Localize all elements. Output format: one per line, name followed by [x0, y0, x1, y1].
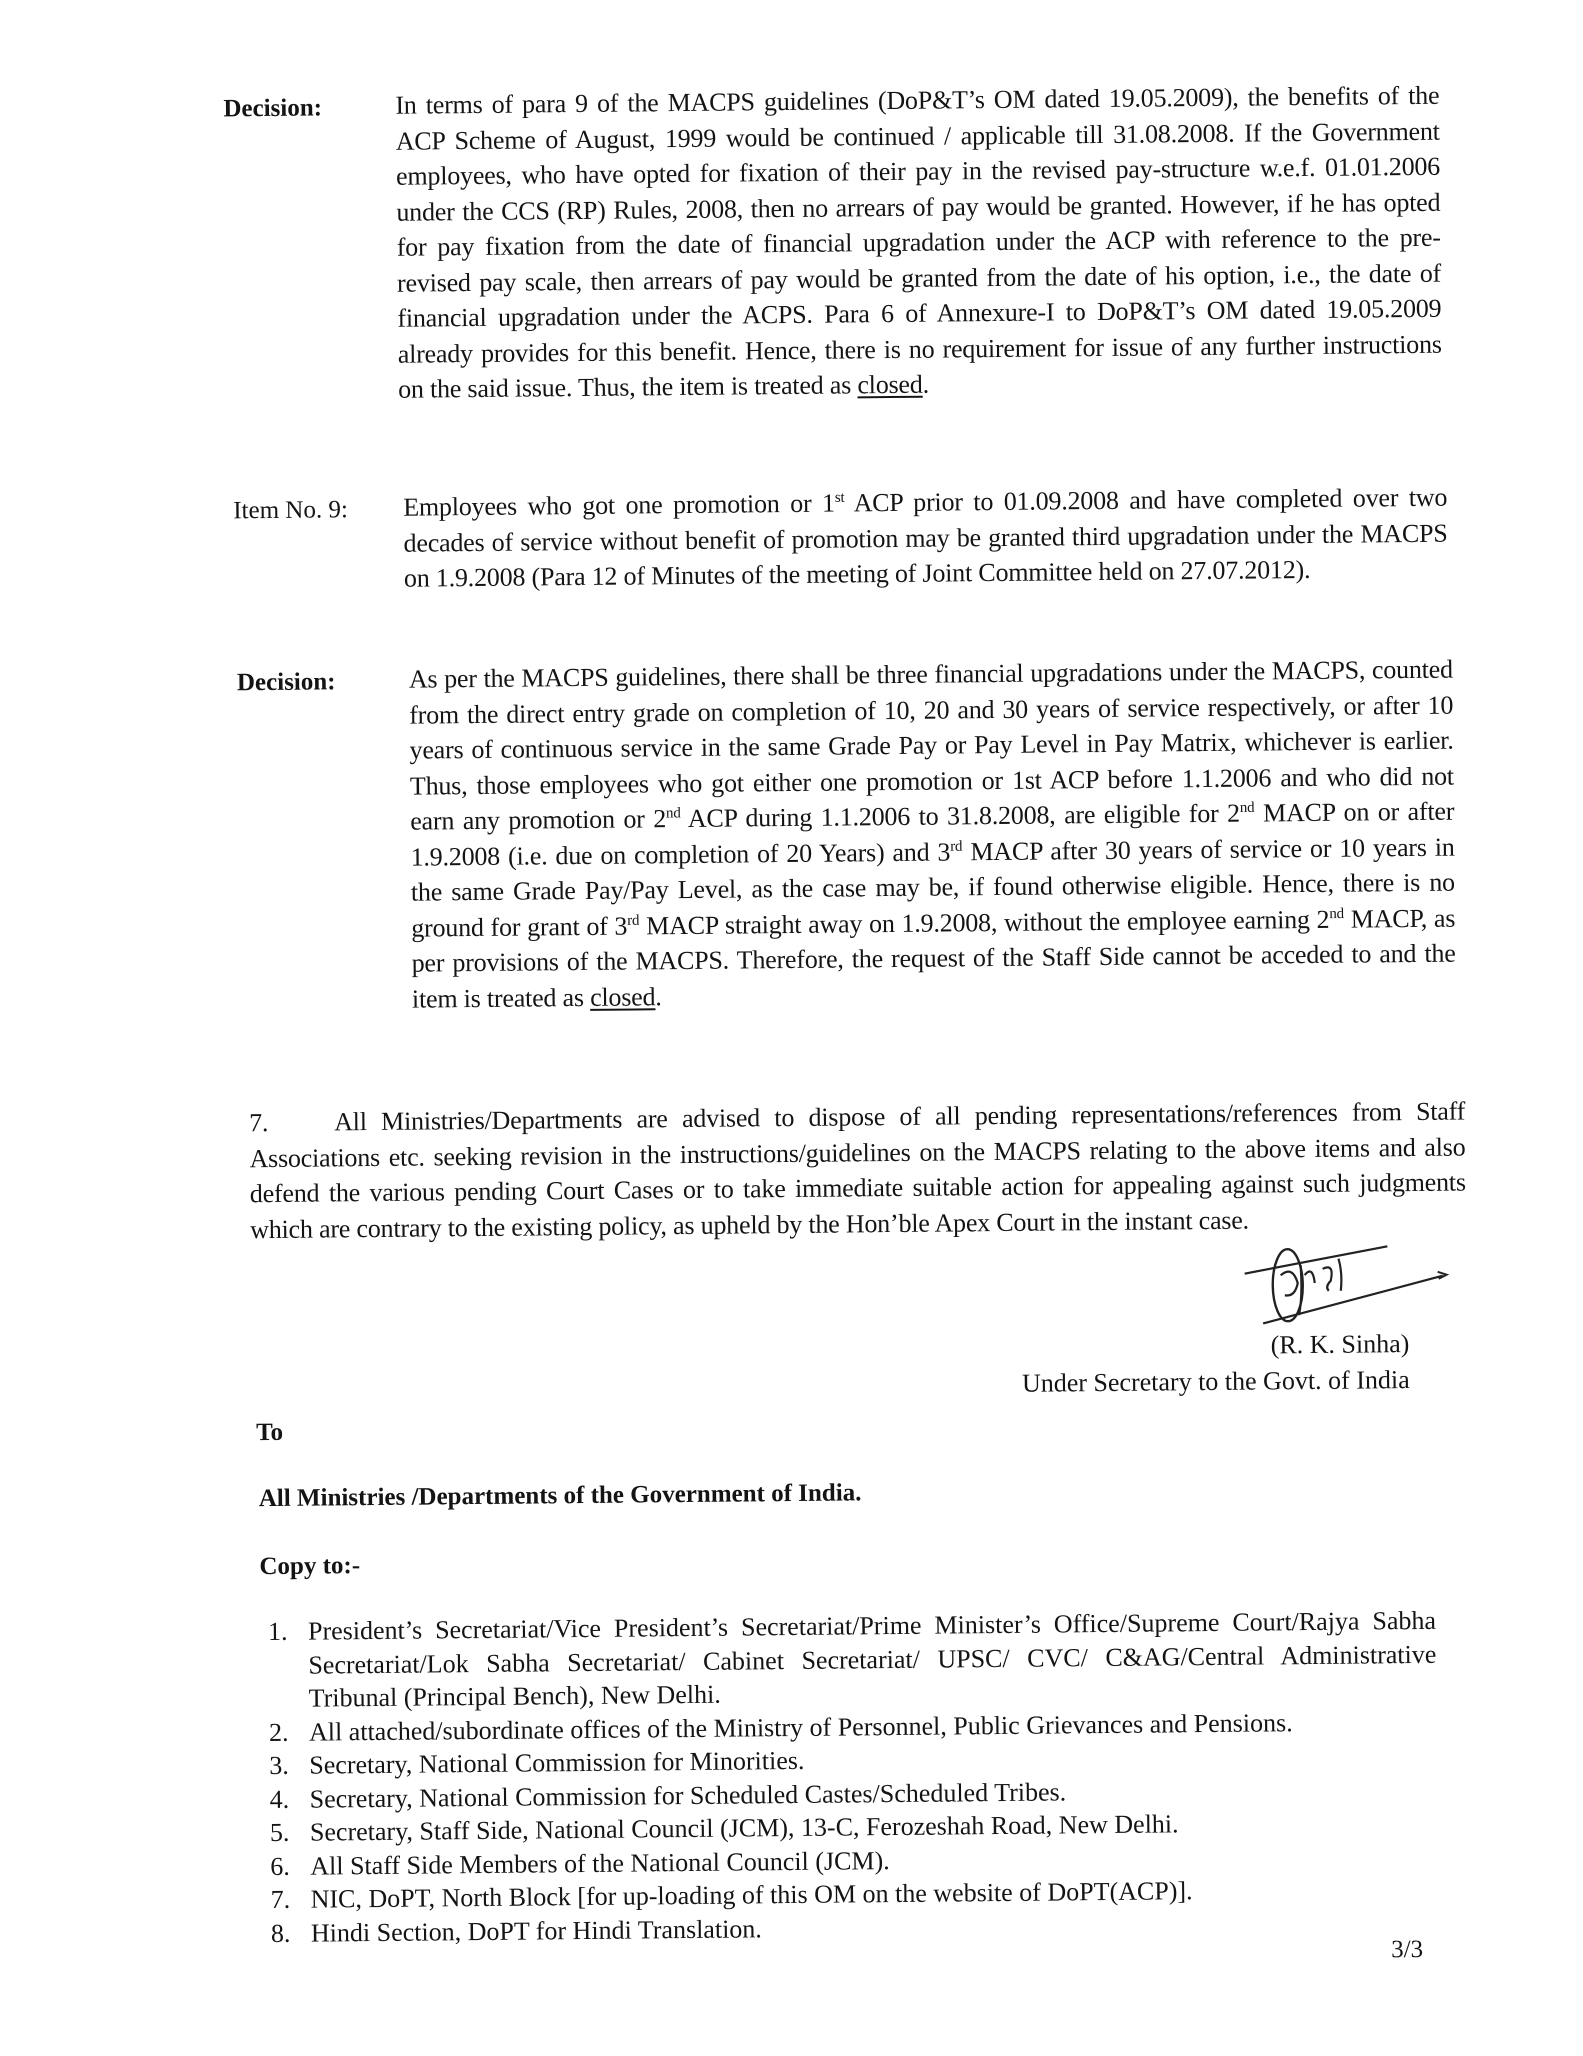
list-item: 3. Secretary, National Commission for Minorities.	[269, 1745, 805, 1781]
to-label: To	[255, 1418, 284, 1447]
list-item: 2. All attached/subordinate offices of the Ministry of Personnel, Public Grievances and Pensions.	[268, 1707, 1293, 1747]
decision-label-2: Decision:	[236, 668, 336, 697]
signatory-block	[903, 1326, 1410, 1403]
list-item: 8. Hindi Section, DoPT for Hindi Translation.	[270, 1913, 762, 1948]
signatory-designation: Under Secretary to the Govt. of India	[1021, 1365, 1410, 1398]
para-7-number: 7.	[249, 1108, 269, 1138]
list-item: 7. NIC, DoPT, North Block [for up-loading of this OM on the website of DoPT(ACP)].	[270, 1876, 1193, 1915]
closed-underlined: closed	[589, 981, 656, 1012]
decision-text-2: As per the MACPS guidelines, there shall be three financial upgradations under the MACPS, counted from the direct entry grade on completion of 10, 20 and 30 years of service respectively, or after 10 years of continuous service in the same Grade Pay or Pay Level in Pay Matrix, whichever is earlier. Thus, those employees who got either one promotion or 1st ACP before 1.1.2006 and who did not earn any promotion or 2nd ACP during 1.1.2006 to 31.8.2008, are eligible for 2nd MACP on or after 1.9.2008 (i.e. due on completion of 20 Years) and 3rd MACP after 30 years of service or 10 years in the same Grade Pay/Pay Level, as the case may be, if found otherwise eligible. Hence, there is no ground for grant of 3rd MACP straight away on 1.9.2008, without the employee earning 2nd MACP, as per provisions of the MACPS. Therefore, the request of the Staff Side cannot be acceded to and the item is treated as closed.	[408, 654, 1456, 1014]
closed-underlined: closed	[857, 369, 923, 400]
copy-to-label: Copy to:-	[259, 1552, 361, 1581]
page-number: 3/3	[1391, 1935, 1424, 1964]
signature-icon	[1242, 1234, 1463, 1336]
signatory-name: (R. K. Sinha)	[1270, 1329, 1410, 1360]
decision-label-1: Decision:	[223, 94, 323, 123]
copy-to-list	[268, 1604, 1439, 1950]
decision-text-1: In terms of para 9 of the MACPS guidelines (DoP&T’s OM dated 19.05.2009), the benefits of the ACP Scheme of August, 1999 would be continued / applicable till 31.08.2008. If the Government employees, who have opted for fixation of their pay in the revised pay-structure w.e.f. 01.01.2006 under the CCS (RP) Rules, 2008, then no arrears of pay would be granted. However, if he has opted for pay fixation from the date of financial upgradation under the ACP with reference to the pre-revised pay scale, then arrears of pay would be granted from the date of his option, i.e., the date of financial upgradation under the ACPS. Para 6 of Annexure-I to DoP&T’s OM dated 19.05.2009 already provides for this benefit. Hence, there is no requirement for issue of any further instructions on the said issue. Thus, the item is treated as closed.	[395, 80, 1442, 404]
list-item: 5. Secretary, Staff Side, National Council (JCM), 13-C, Ferozeshah Road, New Delhi.	[269, 1809, 1179, 1848]
item-9-label: Item No. 9:	[233, 496, 348, 525]
list-item: 4. Secretary, National Commission for Scheduled Castes/Scheduled Tribes.	[269, 1776, 1067, 1814]
para-7: 7. All Ministries/Departments are advised to dispose of all pending representations/references from Staff Associations etc. seeking revision in the instructions/guidelines on the MACPS relating to the above items and also defend the various pending Court Cases or to take immediate suitable action for appealing against such judgments which are contrary to the existing policy, as upheld by the Hon’ble Apex Court in the instant case.	[249, 1096, 1466, 1244]
list-item: 1. President’s Secretariat/Vice President’s Secretariat/Prime Minister’s Office/Supreme Court/Rajya Sabha Secretariat/Lok Sabha Secretariat/ Cabinet Secretariat/ UPSC/ CVC/ C&AG/Central Administrative Tribunal (Principal Bench), New Delhi.	[267, 1605, 1437, 1713]
to-recipient: All Ministries /Departments of the Government of India.	[258, 1479, 862, 1513]
list-item: 6. All Staff Side Members of the National Council (JCM).	[270, 1845, 890, 1881]
item-9-text: Employees who got one promotion or 1st ACP prior to 01.09.2008 and have completed over two decades of service without benefit of promotion may be granted third upgradation under the MACPS on 1.9.2008 (Para 12 of Minutes of the meeting of Joint Committee held on 27.07.2012).	[403, 482, 1448, 593]
